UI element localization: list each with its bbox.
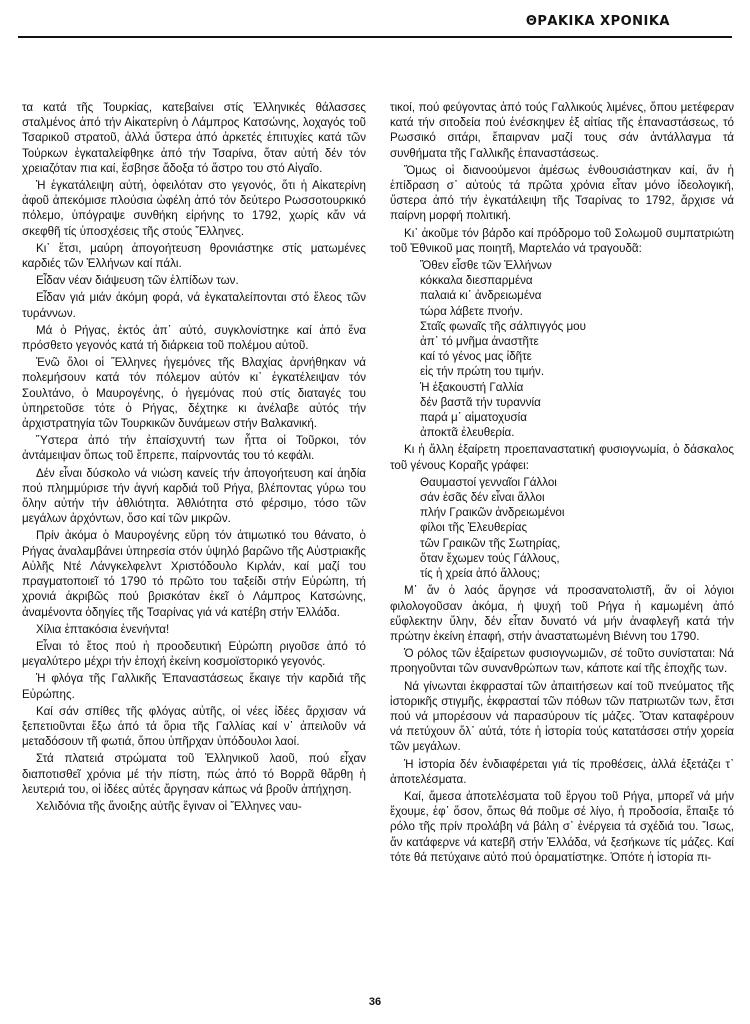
paragraph: Ὁ ρόλος τῶν ἐξαίρετων φυσιογνωμιῶν, σέ τοῦτο συνίσταται: Νά προηγοῦνται τῶν συνανθρώπων των, κάποτε καί τῆς ἐποχῆς των. xyxy=(390,647,734,676)
page-number: 36 xyxy=(368,996,382,1008)
poem-line: σάν ἐσᾶς δέν εἶναι ἄλλοι xyxy=(420,491,545,505)
paragraph: Μά ὁ Ρήγας, ἐκτός ἀπ᾽ αὐτό, συγκλονίστηκε καί ἀπό ἕνα πρόσθετο γεγονός κατά τή διάρκεια τοῦ πολέμου αὐτοῦ. xyxy=(22,323,366,353)
header-rule xyxy=(18,36,732,38)
right-column xyxy=(390,100,734,867)
poem-line: φίλοι τῆς Ἐλευθερίας xyxy=(420,521,528,535)
poem-line: ἀπ᾽ τό μνῆμα ἀναστῆτε xyxy=(420,335,539,349)
poem-line: τώρα λάβετε πνοήν. xyxy=(420,304,523,318)
left-column xyxy=(22,100,366,816)
paragraph: Δέν εἶναι δύσκολο νά νιώση κανείς τήν ἀπογοήτευση καί ἀηδία πού πλημμύρισε τήν ἁγνή καρδιά τοῦ Ρήγα, βλέποντας γύρω του ὅλην αὐτήν τήν ἀθλιότητα. Ἀθλιότητα στό φέρσιμο, τόσο τῶν μεγάλων ἀρχόντων, ὅσο καί τῶν μικρῶν. xyxy=(22,466,366,526)
poem-line: ἀποκτᾶ ἐλευθερία. xyxy=(420,426,515,440)
paragraph: Εἶδαν γιά μιάν ἀκόμη φορά, νά ἐγκαταλείπονται στό ἔλεος τῶν τυράννων. xyxy=(22,291,366,320)
poem-line: κόκκαλα διεσπαρμένα xyxy=(420,274,533,288)
poem-line: τίς ἡ χρεία ἀπό ἄλλους; xyxy=(420,567,541,581)
poem-line: ὅταν ἔχωμεν τούς Γάλλους, xyxy=(420,551,560,565)
paragraph: Μ᾽ ἄν ὁ λαός ἄργησε νά προσανατολιστῆ, ἄν οἱ λόγιοι φιλολογοῦσαν ἀκόμα, ἡ ψυχή τοῦ Ρήγα ἡ καμωμένη ἀπό εὔφλεκτην ὕλην, δέν εἶταν δυνατό νά μήν ἀναφλεγῆ κατά τήν πρώτην ἐκείνη ἐπαφή, στήν ἀναστατωμένη Βιέννη του 1790. xyxy=(390,584,734,643)
paragraph: Χίλια ἑπτακόσια ἐνενήντα! xyxy=(36,622,170,636)
paragraph: τα κατά τῆς Τουρκίας, κατεβαίνει στίς Ἑλληνικές θάλασσες σταλμένος ἀπό τήν Αἰκατερίνη ὁ Λάμπρος Κατσώνης, λοχαγός τοῦ Τσαρικοῦ στρατοῦ, ἀλλά ὕστερα ἀπό ἀρκετές ἐπιτυχίες κατά τῶν Τούρκων ἐγκαταλείφθηκε ἀπό τήν Τσαρίνα, ὅταν αὐτή δέν τόν χρειαζόταν πια καί, ἔσβησε ἄδοξα τό ἄστρο του στό Αἰγαῖο. xyxy=(22,101,366,175)
paragraph: Καί σάν σπίθες τῆς φλόγας αὐτῆς, οἱ νέες ἰδέες ἄρχισαν νά ξεπετιοῦνται ἔξω ἀπό τά ὅρια τῆς Γαλλίας καί ν᾽ ἀπειλοῦν νά μεταδόσουν τῆ φωτιά, ὅπου ὑπῆρχαν ὑπόδουλοι λαοί. xyxy=(22,704,366,749)
poem-line: παλαιά κι᾽ ἀνδρειωμένα xyxy=(420,289,542,303)
poem-line: Ἡ ἐξακουστή Γαλλία xyxy=(420,380,524,394)
paragraph: Ἐνῶ ὅλοι οἱ Ἕλληνες ἡγεμόνες τῆς Βλαχίας ἀρνήθηκαν νά πολεμήσουν κατά τόν πόλεμον αὐτόν κι᾽ ἐγκατέλειψαν τόν Σουλτάνο, ὁ Μαυρογένης, ὁ ἡγεμόνας πού στίς διαταγές του ὑπηρετοῦσε τότε ὁ Ρήγας, δέχτηκε κι ἀνέλαβε αὐτός τήν ἀρχιστρατηγία τῶν Τουρκικῶν δυνάμεων στήν Βαλκανική. xyxy=(22,356,366,431)
poem-line: τῶν Γραικῶν τῆς Σωτηρίας, xyxy=(420,536,561,550)
poem-line: Ὅθεν εἶσθε τῶν Ἑλλήνων xyxy=(420,259,552,273)
poem-line: Θαυμαστοί γενναῖοι Γάλλοι xyxy=(420,475,557,489)
poem-korais xyxy=(390,475,734,581)
page-header xyxy=(18,14,732,38)
paragraph: Χελιδόνια τῆς ἄνοιξης αὐτῆς ἔγιναν οἱ Ἕλληνες ναυ- xyxy=(36,799,302,813)
paragraph: Ὕστερα ἀπό τήν ἐπαίσχυντή των ἧττα οἱ Τοῦρκοι, τόν ἀντάμειψαν ὅπως τοῦ ἔπρεπε, παίρνοντάς του τό κεφάλι. xyxy=(22,434,366,463)
paragraph: Ὅμως οἱ διανοούμενοι ἀμέσως ἐνθουσιάστηκαν καί, ἄν ἡ ἐπίδραση σ᾽ αὐτούς τά πρῶτα χρόνια εἶταν μόνο ἰδεολογική, ὕστερα ἀπό τήν ἐγκατάλειψη τῆς Τσαρίνας το 1792, ἄρχισε νά παίρνη μορφή πολιτική. xyxy=(390,163,734,223)
poem-line: καί τό γένος μας ἰδῆτε xyxy=(420,350,532,364)
paragraph: Ἡ φλόγα τῆς Γαλλικῆς Ἐπαναστάσεως ἔκαιγε τήν καρδιά τῆς Εὐρώπης. xyxy=(22,672,366,701)
journal-title: ΘΡΑΚΙΚΑ ΧΡΟΝΙΚΑ xyxy=(525,14,670,29)
paragraph: Κι᾽ ἀκοῦμε τόν βάρδο καί πρόδρομο τοῦ Σολωμοῦ συμπατριώτη τοῦ Ἐθνικοῦ μας ποιητῆ, Μαρτελάο νά τραγουδᾶ: xyxy=(390,226,734,255)
poem-line: πλήν Γραικῶν ἀνδρειωμένοι xyxy=(420,506,565,520)
poem-line: δέν βαστᾶ τήν τυραννία xyxy=(420,395,541,409)
paragraph: Κι ἡ ἄλλη ἐξαίρετη προεπαναστατική φυσιογνωμία, ὁ δάσκαλος τοῦ γένους Κοραῆς γράφει: xyxy=(390,443,734,472)
paragraph: Στά πλατειά στρώματα τοῦ Ἑλληνικοῦ λαοῦ, πού εἶχαν διαποτισθεῖ χρόνια μέ τήν πίστη, πώς ἀπό τό Βορρᾶ θἄρθη ἡ λευτεριά του, οἱ ἰδέες αὐτές ἄργησαν κάπως νά βροῦν ἀπήχηση. xyxy=(22,752,366,796)
poem-martelaos xyxy=(390,258,734,440)
paragraph: Ἡ ἐγκατάλειψη αὐτή, ὀφειλόταν στο γεγονός, ὅτι ἡ Αἰκατερίνη ἀφοῦ ἀπεκόμισε πλούσια ὠφέλη ἀπό τόν δεύτερο Ρωσσοτουρκικό πόλεμο, ὑπόγραψε συνθήκη εἰρήνης το 1792, χωρίς κἄν νά σκεφθῆ τίς ὑποσχέσεις τῆς στούς Ἕλληνες. xyxy=(22,179,366,238)
paragraph: Κι᾽ ἔτσι, μαύρη ἀπογοήτευση θρονιάστηκε στίς ματωμένες καρδιές τῶν Ἑλλήνων καί πάλι. xyxy=(22,241,366,271)
poem-line: παρά μ᾽ αἱματοχυσία xyxy=(420,411,527,425)
paragraph: Νά γίνωνται ἐκφρασταί τῶν ἀπαιτήσεων καί τοῦ πνεύματος τῆς ἱστορικῆς στιγμῆς, ἐκφρασταί τῶν πόθων τῶν πατριωτῶν των, ἔτσι πού νά μπορέσουν νά παρασύρουν τίς μάζες. Ὅταν καταφέρουν νά πετύχουν ὅλ᾽ αὐτά, τότε ἡ ἱστορία τούς κατατάσσει στήν χορεία τῶν μεγάλων. xyxy=(390,679,734,754)
paragraph: Καί, ἄμεσα ἀποτελέσματα τοῦ ἔργου τοῦ Ρήγα, μπορεῖ νά μήν ἔχουμε, ἐφ᾽ ὅσον, ὅπως θά ποῦμε σέ λίγο, ἡ προδοσία, ἔπαιξε τό ρόλο τῆς πρίν προλάβη νά βάλη σ᾽ ἐνέργεια τά σχέδιά του. Ἴσως, ἄν κατάφερνε νά κατεβῆ στήν Ἑλλάδα, νά ξεσήκωνε τίς μάζες. Καί τότε θά πετύχαινε αὐτό πού ὁραματίστηκε. Ὁπότε ἡ ἱστορία πι- xyxy=(390,789,734,864)
poem-line: εἰς τήν πρώτη του τιμήν. xyxy=(420,365,545,379)
paragraph: Ἡ ἱστορία δέν ἐνδιαφέρεται γιά τίς προθέσεις, ἀλλά ἐξετάζει τ᾽ ἀποτελέσματα. xyxy=(390,757,734,786)
poem-line: Σταῖς φωναῖς τῆς σάλπιγγός μου xyxy=(420,319,586,333)
paragraph: Πρίν ἀκόμα ὁ Μαυρογένης εὕρη τόν ἀτιμωτικό του θάνατο, ὁ Ρήγας ἀναλαμβάνει ὑπηρεσία στόν ὑψηλό βαρῶνο τῆς Αὐστριακῆς Αὐλῆς Ντέ Λάνγκελφελντ Χριστόδουλο Κιρλάν, καί μαζί του πραγματοποιεῖ τό 1790 τό πρῶτο του ταξείδι στήν Εὐρώπη, τή χρονιά ἀκριβῶς πού βρισκόταν ἐκεῖ ὁ Λάμπρος Κατσώνης, ἀναμένοντα ὁδηγίες τῆς Τσαρίνας γιά νά κατέβη στήν Ἑλλάδα. xyxy=(22,529,366,619)
paragraph: τικοί, πού φεύγοντας ἀπό τούς Γαλλικούς λιμένες, ὅπου μετέφεραν κατά τήν σιτοδεία πού ἐνέσκηψεν ἐξ αἰτίας τῆς ἐπαναστάσεως, τό Ρωσσικό σιτάρι, ἔπαιρναν μαζί τους σάν ἀντάλλαγμα τά συνθήματα τῆς Γαλλικῆς ἐπαναστάσεως. xyxy=(390,101,734,160)
paragraph: Εἶδαν νέαν διάψευση τῶν ἐλπίδων των. xyxy=(36,274,239,288)
paragraph: Εἶναι τό ἔτος πού ἡ προοδευτική Εὐρώπη ριγοῦσε ἀπό τό μεγαλύτερο μέχρι τήν ἐποχή ἐκείνη κοσμοϊστορικό γεγονός. xyxy=(22,639,366,669)
